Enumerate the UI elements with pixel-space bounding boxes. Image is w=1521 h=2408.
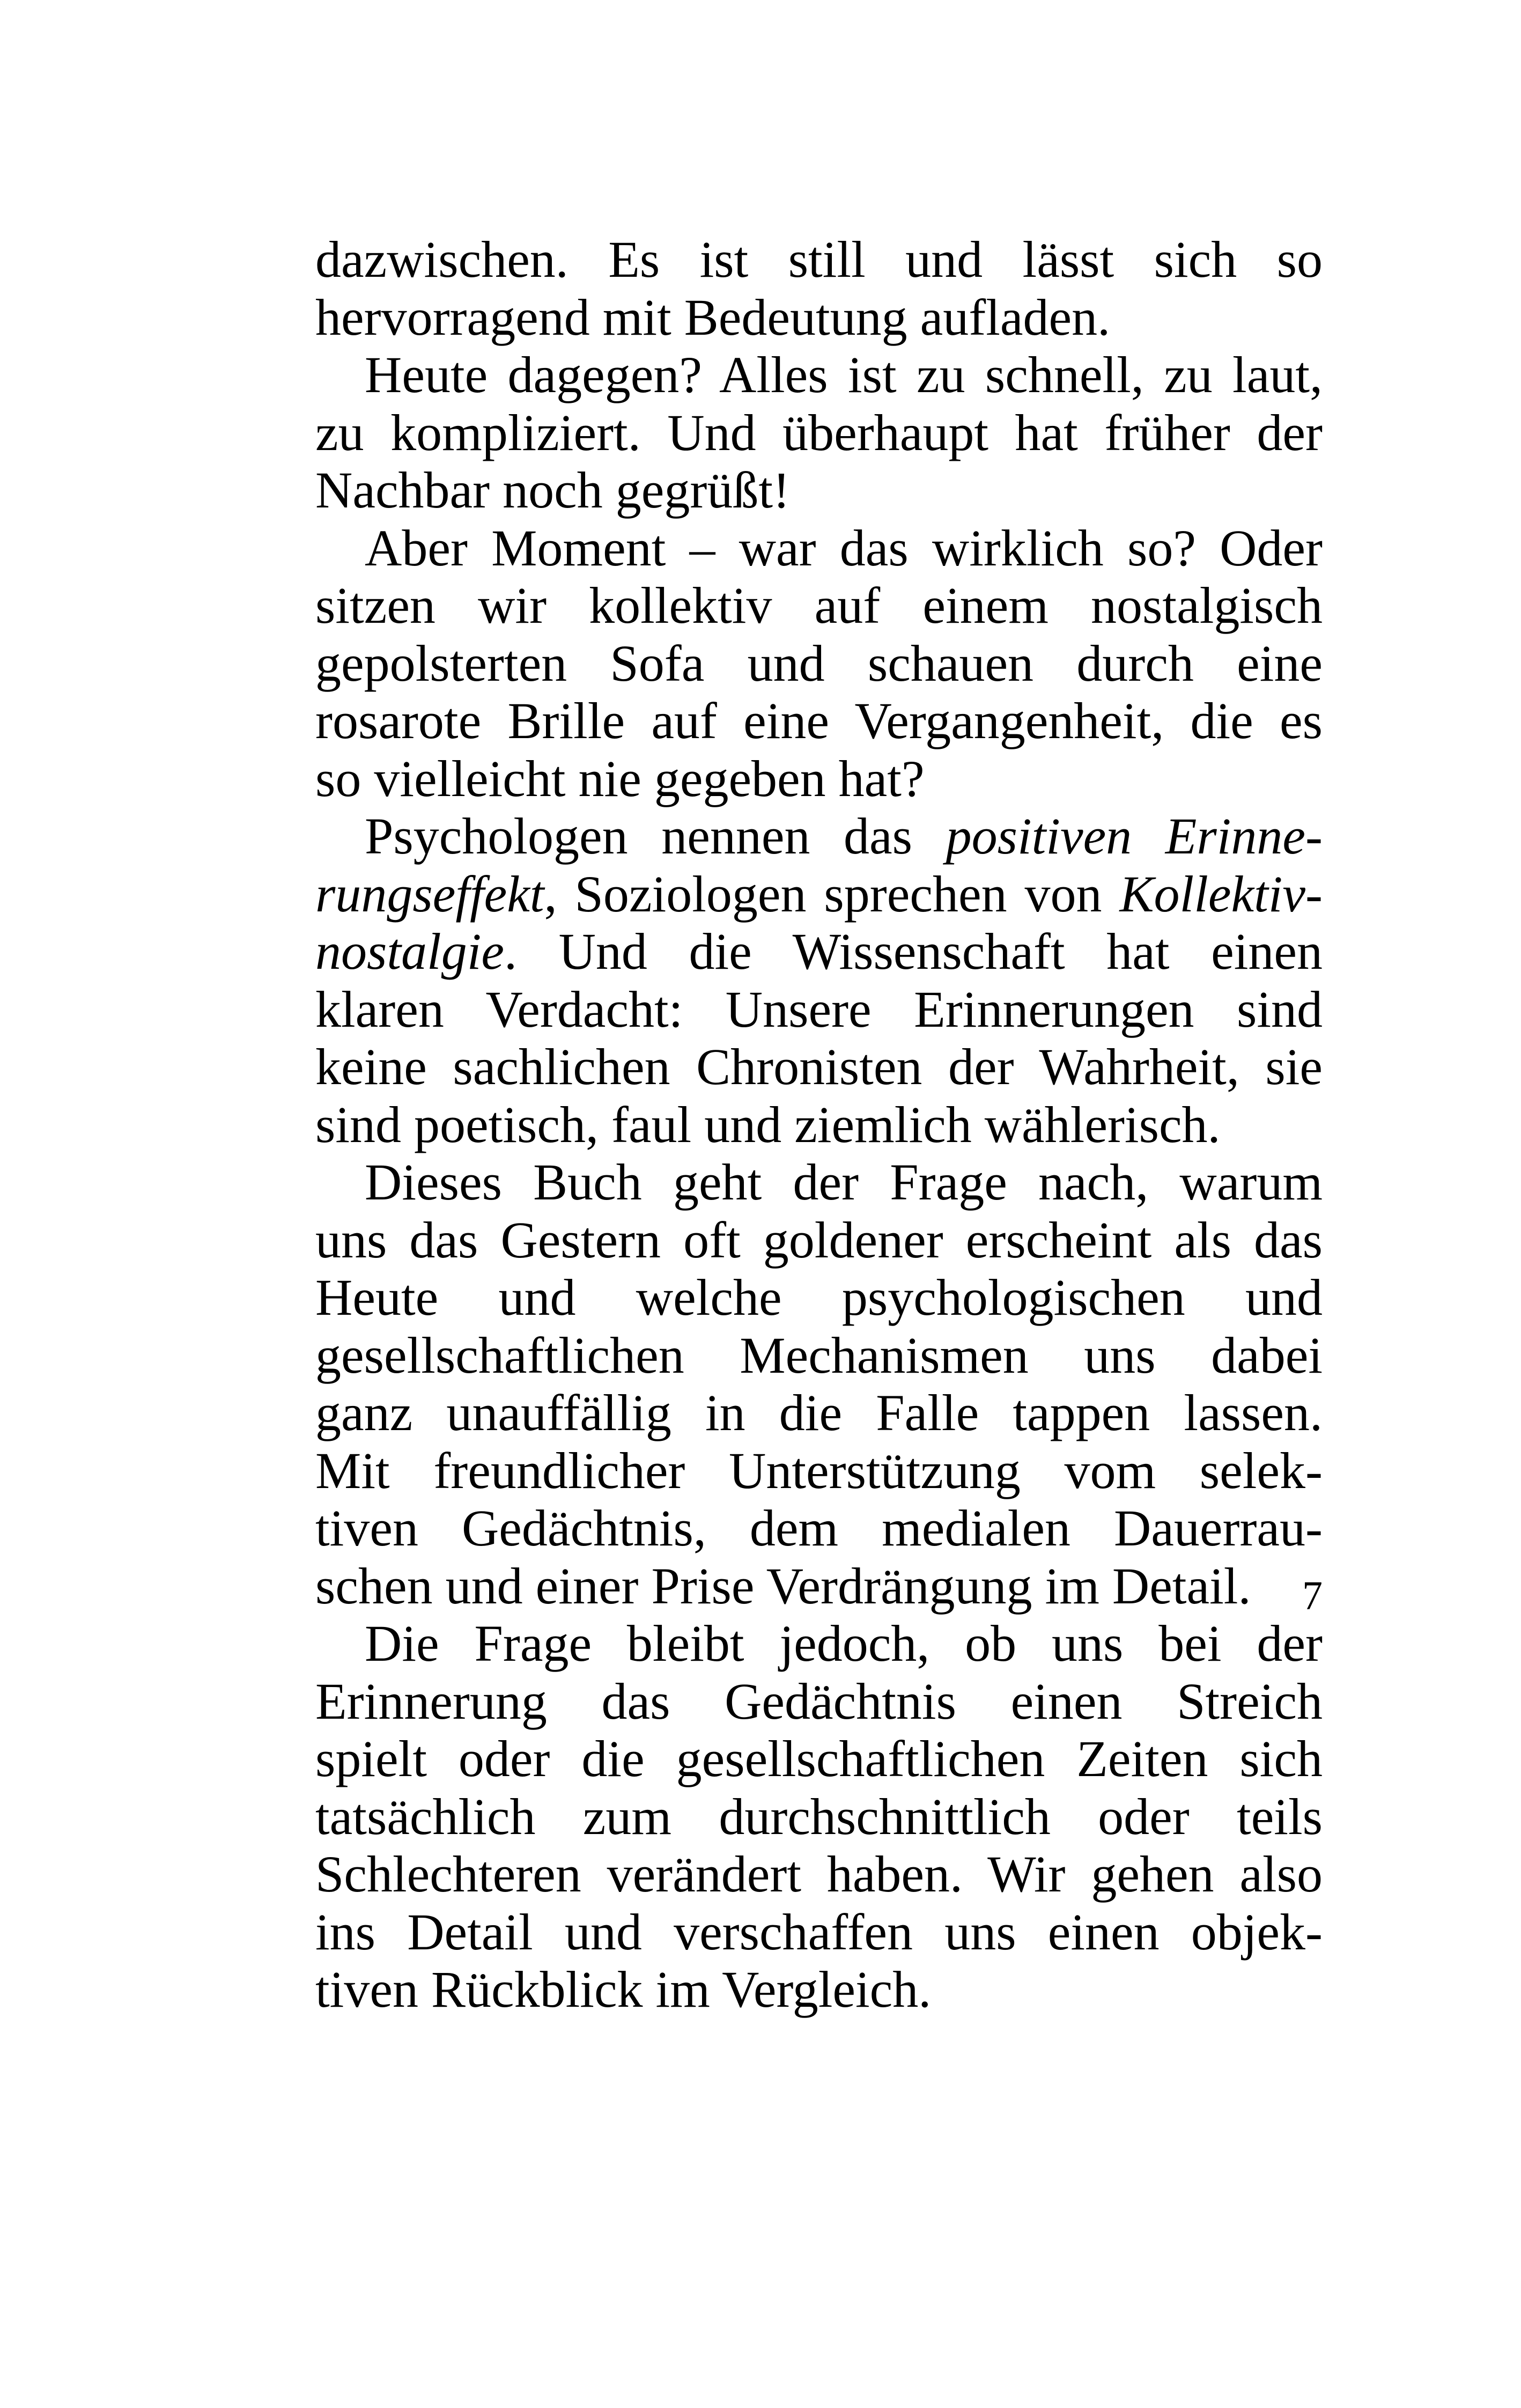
- paragraph-1: [315, 231, 1323, 346]
- text-line: tiven Rückblick im Vergleich.: [315, 1961, 932, 2018]
- text-line: dazwischen. Es ist still und lässt sich so: [315, 231, 1323, 288]
- text-line: tiven Gedächtnis, dem medialen Dauerrau-: [315, 1499, 1323, 1557]
- text-line: sind poetisch, faul und ziemlich wählerisch.: [315, 1095, 1221, 1153]
- text-line: hervorragend mit Bedeutung aufladen.: [315, 288, 1111, 346]
- body-text: [315, 231, 1323, 2019]
- text-line: Erinnerung das Gedächtnis einen Streich: [315, 1672, 1323, 1730]
- paragraph-2: [315, 346, 1323, 519]
- text-run: , Soziologen sprechen von: [544, 865, 1120, 923]
- text-line: [315, 865, 1323, 923]
- text-line: Mit freundlicher Unterstützung vom selek-: [315, 1441, 1323, 1499]
- text-line: spielt oder die gesellschaftlichen Zeiten sich: [315, 1730, 1323, 1787]
- text-line: zu kompliziert. Und überhaupt hat früher der: [315, 403, 1323, 461]
- text-line: gepolsterten Sofa und schauen durch eine: [315, 634, 1323, 692]
- text-line: [315, 923, 1323, 981]
- text-line: [315, 807, 1323, 865]
- text-line: ins Detail und verschaffen uns einen objek-: [315, 1903, 1323, 1961]
- italic-term: Kollektiv-: [1119, 865, 1323, 923]
- text-line: Dieses Buch geht der Frage nach, warum: [365, 1153, 1323, 1211]
- text-line: Schlechteren verändert haben. Wir gehen also: [315, 1845, 1323, 1903]
- italic-term: nostalgie: [315, 923, 504, 980]
- text-line: gesellschaftlichen Mechanismen uns dabei: [315, 1326, 1323, 1384]
- paragraph-6: [315, 1615, 1323, 2019]
- text-line: keine sachlichen Chronisten der Wahrheit, sie: [315, 1038, 1323, 1095]
- text-line: so vielleicht nie gegeben hat?: [315, 749, 925, 807]
- page-number: 7: [1302, 1573, 1323, 1618]
- text-line: Heute dagegen? Alles ist zu schnell, zu laut,: [365, 346, 1323, 403]
- paragraph-4: [315, 807, 1323, 1153]
- text-run: . Und die Wissenschaft hat einen: [504, 923, 1323, 980]
- paragraph-5: [315, 1153, 1323, 1615]
- italic-term: rungseffekt: [315, 865, 544, 923]
- text-line: Nachbar noch gegrüßt!: [315, 461, 790, 519]
- text-line: schen und einer Prise Verdrängung im Detail.: [315, 1557, 1251, 1615]
- text-line: ganz unauffällig in die Falle tappen lassen.: [315, 1384, 1323, 1441]
- paragraph-3: [315, 519, 1323, 808]
- text-line: rosarote Brille auf eine Vergangenheit, die es: [315, 692, 1323, 749]
- text-line: tatsächlich zum durchschnittlich oder teils: [315, 1787, 1323, 1845]
- text-run: Psychologen nennen das: [365, 807, 946, 865]
- text-line: Die Frage bleibt jedoch, ob uns bei der: [365, 1615, 1323, 1672]
- italic-term: positiven Erinne-: [946, 807, 1323, 865]
- text-line: uns das Gestern oft goldener erscheint als das: [315, 1211, 1323, 1269]
- text-line: sitzen wir kollektiv auf einem nostalgisch: [315, 577, 1323, 634]
- text-line: Aber Moment – war das wirklich so? Oder: [365, 519, 1323, 577]
- text-line: Heute und welche psychologischen und: [315, 1269, 1323, 1326]
- text-line: klaren Verdacht: Unsere Erinnerungen sind: [315, 980, 1323, 1038]
